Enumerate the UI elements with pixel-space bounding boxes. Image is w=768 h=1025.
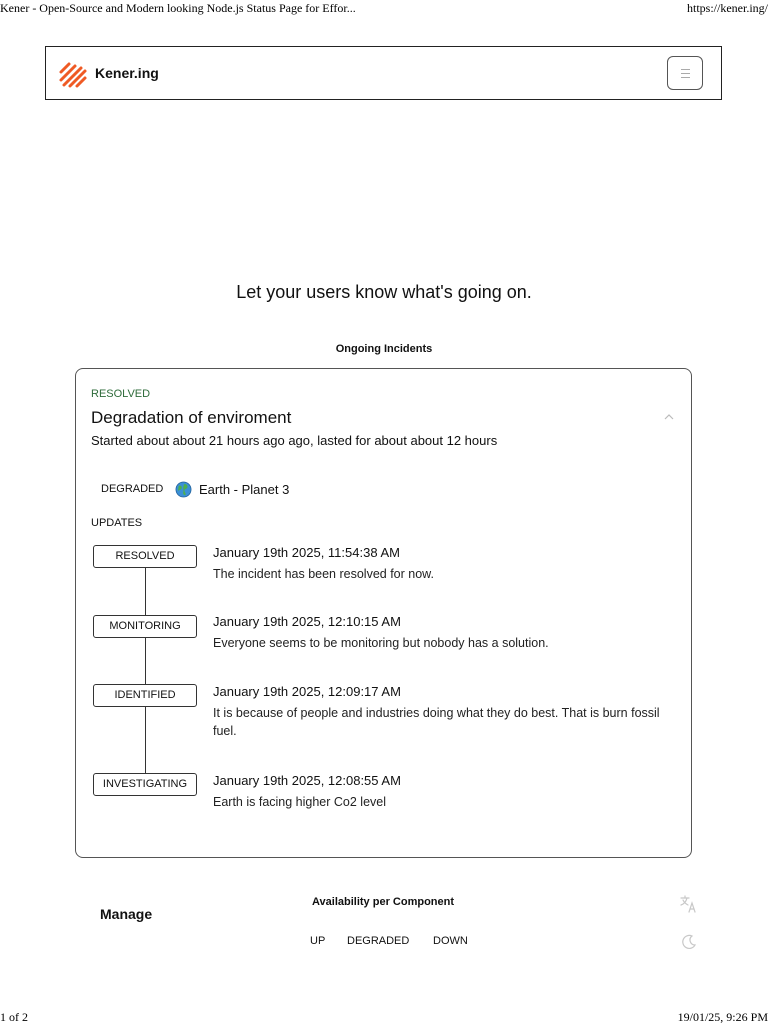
print-footer <box>0 1008 768 1024</box>
incident-meta: Started about about 21 hours ago ago, lasted for about about 12 hours <box>91 433 498 448</box>
incident-card <box>75 368 692 858</box>
incident-status: RESOLVED <box>91 388 151 400</box>
legend-down: DOWN <box>433 935 468 947</box>
update-text: Earth is facing higher Co2 level <box>213 795 387 809</box>
update-status-badge: INVESTIGATING <box>93 773 197 796</box>
print-header <box>0 0 768 16</box>
timeline-line <box>145 568 146 778</box>
component-name[interactable]: Earth - Planet 3 <box>199 482 290 497</box>
ongoing-incidents-title: Ongoing Incidents <box>335 343 433 355</box>
update-time: January 19th 2025, 12:10:15 AM <box>213 614 401 629</box>
globe-icon <box>175 481 192 498</box>
update-text: Everyone seems to be monitoring but nobody has a solution. <box>213 636 549 650</box>
hamburger-menu-icon <box>681 69 690 78</box>
legend-degraded: DEGRADED <box>347 935 410 947</box>
kener-logo-icon[interactable] <box>58 59 88 89</box>
availability-title: Availability per Component <box>312 896 455 908</box>
print-page-title: Kener - Open-Source and Modern looking Node.js Status Page for Effor... <box>0 1 356 15</box>
menu-button[interactable] <box>667 56 703 90</box>
manage-link[interactable]: Manage <box>100 906 153 922</box>
incident-title: Degradation of enviroment <box>91 408 292 427</box>
component-state: DEGRADED <box>101 483 164 495</box>
update-time: January 19th 2025, 12:09:17 AM <box>213 684 401 699</box>
translate-icon[interactable] <box>680 895 698 913</box>
moon-icon[interactable] <box>681 934 697 950</box>
update-text: It is because of people and industries doing what they do best. That is burn fossil fuel. <box>213 706 660 738</box>
updates-label: UPDATES <box>91 517 143 529</box>
chevron-up-icon[interactable] <box>663 411 675 423</box>
hero-tagline: Let your users know what's going on. <box>236 282 532 302</box>
brand-name[interactable]: Kener.ing <box>95 65 159 81</box>
print-datetime: 19/01/25, 9:26 PM <box>677 1010 768 1024</box>
navbar <box>45 46 722 100</box>
update-status-badge: MONITORING <box>93 615 197 638</box>
print-url: https://kener.ing/ <box>687 1 768 15</box>
update-time: January 19th 2025, 12:08:55 AM <box>213 773 401 788</box>
update-time: January 19th 2025, 11:54:38 AM <box>213 545 400 560</box>
update-text: The incident has been resolved for now. <box>213 567 434 581</box>
print-page-number: 1 of 2 <box>0 1010 28 1024</box>
legend-up: UP <box>310 935 326 947</box>
update-status-badge: RESOLVED <box>93 545 197 568</box>
update-status-badge: IDENTIFIED <box>93 684 197 707</box>
